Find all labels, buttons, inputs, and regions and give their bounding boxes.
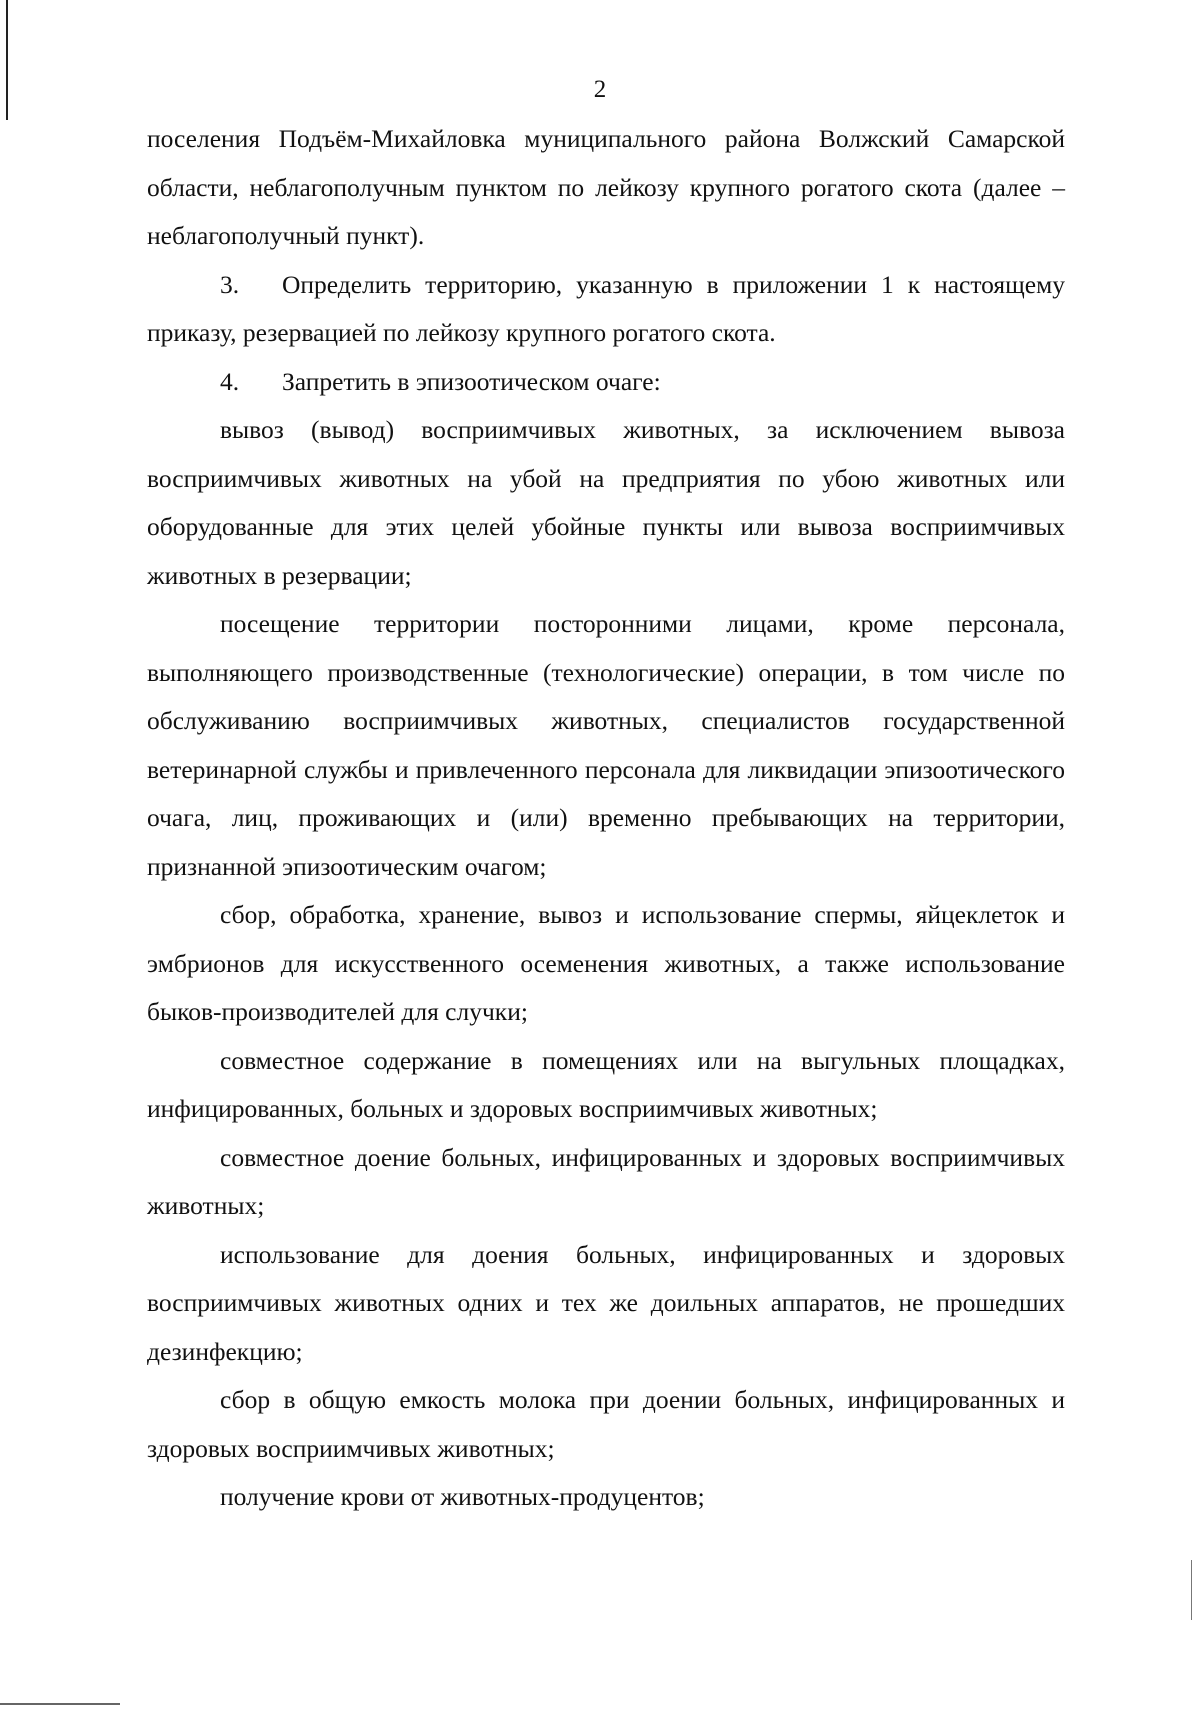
paragraph-text: Определить территорию, указанную в приложении 1 к настоящему приказу, резервацией по лейкозу крупного рогатого скота. bbox=[147, 269, 1065, 347]
document-body bbox=[147, 115, 1065, 1522]
prohibition-item: посещение территории посторонними лицами, кроме персонала, выполняющего производственные (технологические) операции, в том числе по обслуживанию восприимчивых животных, специалистов государственной ветеринарной службы и привлеченного персонала для ликвидации эпизоотического очага, лиц, проживающих и (или) временно пребывающих на территории, признанной эпизоотическим очагом; bbox=[147, 609, 1065, 881]
prohibition-item: сбор в общую емкость молока при доении больных, инфицированных и здоровых восприимчивых животных; bbox=[147, 1385, 1065, 1463]
prohibition-item: совместное содержание в помещениях или на выгульных площадках, инфицированных, больных и здоровых восприимчивых животных; bbox=[147, 1045, 1065, 1123]
page-number: 2 bbox=[593, 76, 607, 103]
paragraph-number: 4. bbox=[220, 366, 240, 396]
scan-edge-mark bbox=[1191, 1560, 1192, 1620]
numbered-paragraph-4 bbox=[147, 358, 1065, 407]
prohibition-item: использование для доения больных, инфицированных и здоровых восприимчивых животных одних и тех же доильных аппаратов, не прошедших дезинфекцию; bbox=[147, 1239, 1065, 1366]
prohibition-item: вывоз (вывод) восприимчивых животных, за исключением вывоза восприимчивых животных на убой на предприятия по убою животных или оборудованные для этих целей убойные пункты или вывоза восприимчивых животных в резервации; bbox=[147, 415, 1065, 590]
prohibition-item: получение крови от животных-продуцентов; bbox=[220, 1482, 705, 1511]
paragraph-text: Запретить в эпизоотическом очаге: bbox=[282, 366, 661, 396]
paragraph-continuation: поселения Подъём-Михайловка муниципального района Волжский Самарской области, неблагополучным пунктом по лейкозу крупного рогатого скота (далее – неблагополучный пункт). bbox=[147, 124, 1065, 250]
scan-edge-mark bbox=[0, 1703, 120, 1705]
prohibition-item: сбор, обработка, хранение, вывоз и использование спермы, яйцеклеток и эмбрионов для искусственного осеменения животных, а также использование быков-производителей для случки; bbox=[147, 900, 1065, 1026]
paragraph-number: 3. bbox=[220, 269, 240, 299]
numbered-paragraph-3 bbox=[147, 261, 1065, 358]
prohibition-item: совместное доение больных, инфицированных и здоровых восприимчивых животных; bbox=[147, 1142, 1065, 1220]
